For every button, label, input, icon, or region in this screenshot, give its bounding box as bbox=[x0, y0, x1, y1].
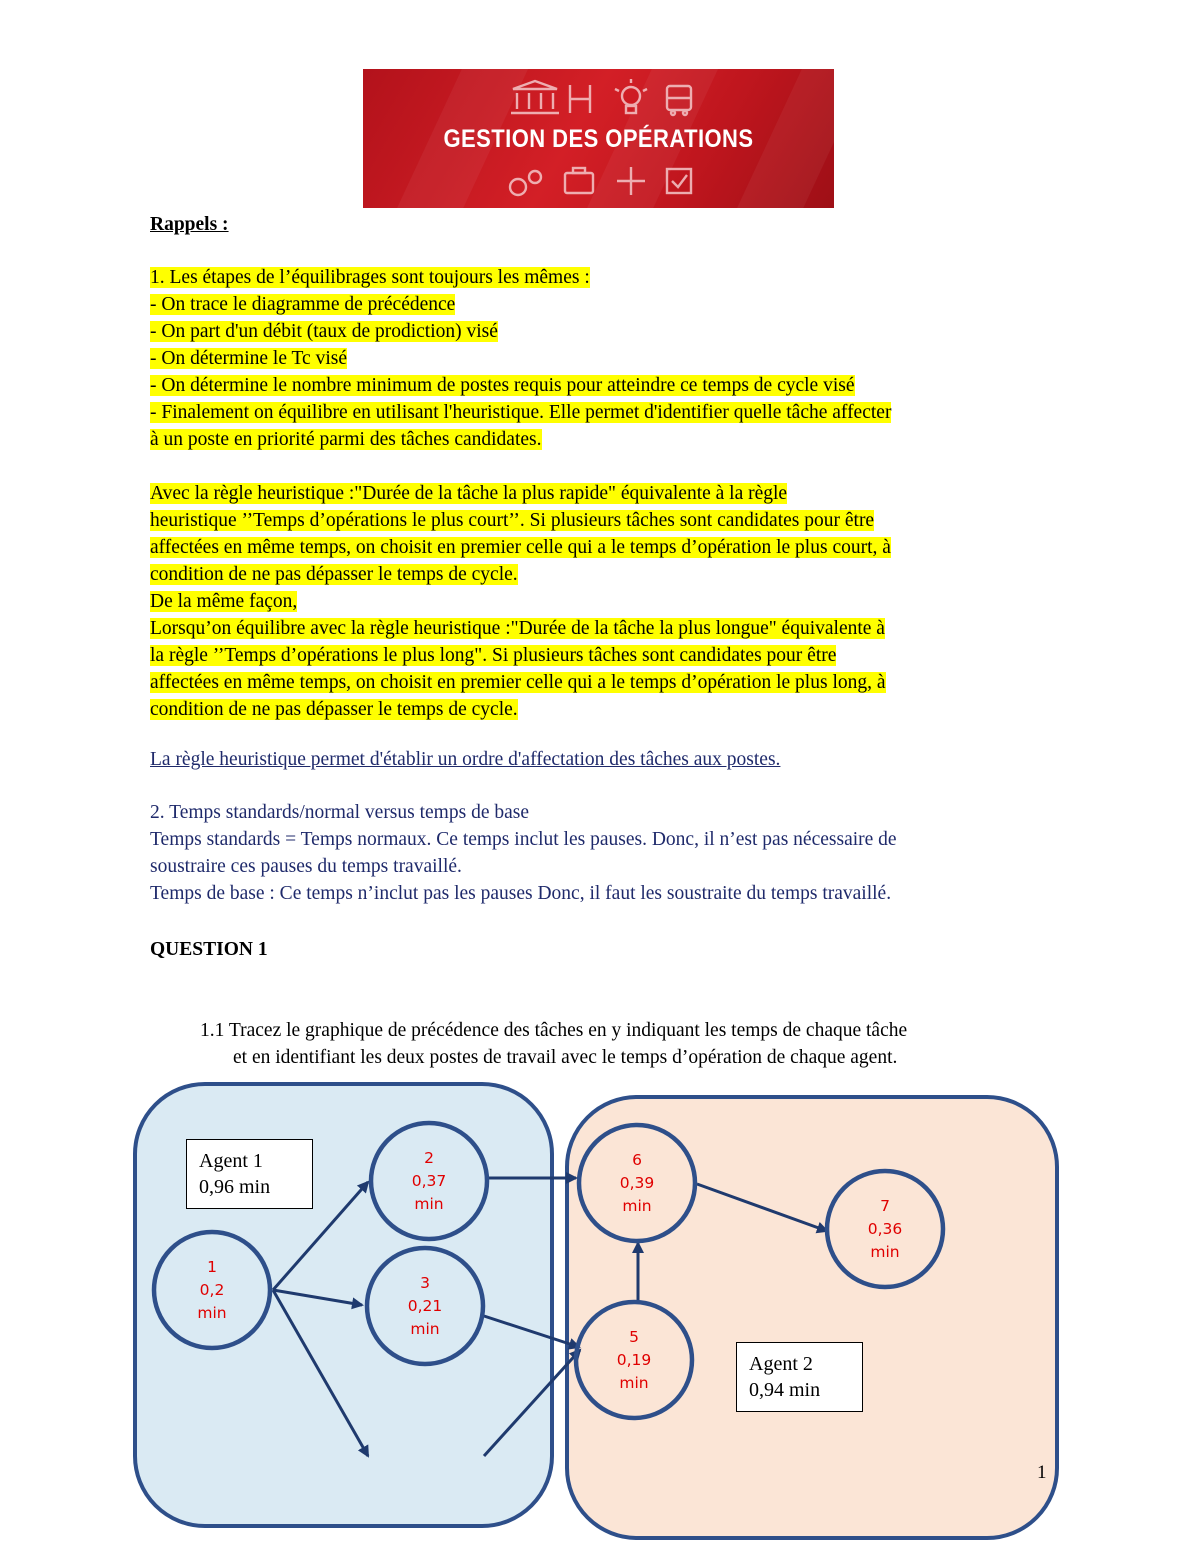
task-id: 2 bbox=[424, 1149, 434, 1167]
agent-time: 0,94 min bbox=[749, 1379, 821, 1401]
steps-intro: 1. Les étapes de l’équilibrages sont toujours les mêmes : bbox=[150, 267, 590, 288]
task-unit: min bbox=[622, 1197, 652, 1215]
heuristic-line: Avec la règle heuristique :"Durée de la tâche la plus rapide" équivalente à la règle bbox=[150, 483, 788, 504]
rappels-heading: Rappels : bbox=[150, 214, 229, 235]
agent-2-label bbox=[736, 1342, 863, 1412]
page-number: 1 bbox=[1037, 1462, 1047, 1483]
heuristic-line: condition de ne pas dépasser le temps de cycle. bbox=[150, 699, 518, 720]
task-time: 0,2 bbox=[199, 1281, 225, 1299]
point2-line: Temps de base : Ce temps n’inclut pas les pauses Donc, il faut les soustraite du temps travaillé. bbox=[150, 883, 892, 904]
task-unit: min bbox=[619, 1374, 649, 1392]
agent-1-label bbox=[186, 1139, 313, 1209]
task-time: 0,37 bbox=[411, 1172, 447, 1190]
task-id: 1 bbox=[207, 1258, 217, 1276]
task-time: 0,36 bbox=[867, 1220, 903, 1238]
step-line: - On part d'un débit (taux de prodiction) visé bbox=[150, 321, 498, 342]
step-line: - On détermine le nombre minimum de postes requis pour atteindre ce temps de cycle visé bbox=[150, 375, 855, 396]
question-item-line: 1.1 Tracez le graphique de précédence des tâches en y indiquant les temps de chaque tâche bbox=[200, 1020, 908, 1041]
task-id: 3 bbox=[420, 1274, 430, 1292]
step-line: - On trace le diagramme de précédence bbox=[150, 294, 456, 315]
agent-name: Agent 1 bbox=[199, 1150, 263, 1172]
task-time: 0,39 bbox=[619, 1174, 655, 1192]
task-unit: min bbox=[197, 1304, 227, 1322]
task-id: 5 bbox=[629, 1328, 639, 1346]
heuristic-line: condition de ne pas dépasser le temps de cycle. bbox=[150, 564, 518, 585]
task-time: 0,19 bbox=[616, 1351, 652, 1369]
step-line: à un poste en priorité parmi des tâches candidates. bbox=[150, 429, 542, 450]
task-id: 7 bbox=[880, 1197, 890, 1215]
task-time: 0,21 bbox=[407, 1297, 443, 1315]
heuristic-line: heuristique ’’Temps d’opérations le plus court’’. Si plusieurs tâches sont candidates pour être bbox=[150, 510, 875, 531]
rule-summary: La règle heuristique permet d'établir un ordre d'affectation des tâches aux postes. bbox=[150, 749, 781, 770]
agent-name: Agent 2 bbox=[749, 1353, 813, 1375]
step-line: - On détermine le Tc visé bbox=[150, 348, 347, 369]
heuristic-line: affectées en même temps, on choisit en premier celle qui a le temps d’opération le plus long, à bbox=[150, 672, 886, 693]
task-unit: min bbox=[870, 1243, 900, 1261]
task-id: 6 bbox=[632, 1151, 642, 1169]
question-item-line: et en identifiant les deux postes de travail avec le temps d’opération de chaque agent. bbox=[233, 1047, 898, 1068]
heuristic-transition: De la même façon, bbox=[150, 591, 298, 612]
heuristic-line: Lorsqu’on équilibre avec la règle heuristique :"Durée de la tâche la plus longue" équivalente à bbox=[150, 618, 885, 639]
point2-title: 2. Temps standards/normal versus temps de base bbox=[150, 802, 529, 823]
agent-time: 0,96 min bbox=[199, 1176, 271, 1198]
task-unit: min bbox=[410, 1320, 440, 1338]
banner-title: GESTION DES OPÉRATIONS bbox=[443, 125, 754, 153]
point2-line: soustraire ces pauses du temps travaillé. bbox=[150, 856, 462, 877]
task-unit: min bbox=[414, 1195, 444, 1213]
heuristic-line: affectées en même temps, on choisit en premier celle qui a le temps d’opération le plus court, à bbox=[150, 537, 891, 558]
step-line: - Finalement on équilibre en utilisant l'heuristique. Elle permet d'identifier quelle tâche affecter bbox=[150, 402, 892, 423]
heuristic-line: la règle ’’Temps d’opérations le plus long". Si plusieurs tâches sont candidates pour être bbox=[150, 645, 837, 666]
point2-line: Temps standards = Temps normaux. Ce temps inclut les pauses. Donc, il n’est pas nécessaire de bbox=[150, 829, 897, 850]
question-heading: QUESTION 1 bbox=[150, 939, 268, 960]
